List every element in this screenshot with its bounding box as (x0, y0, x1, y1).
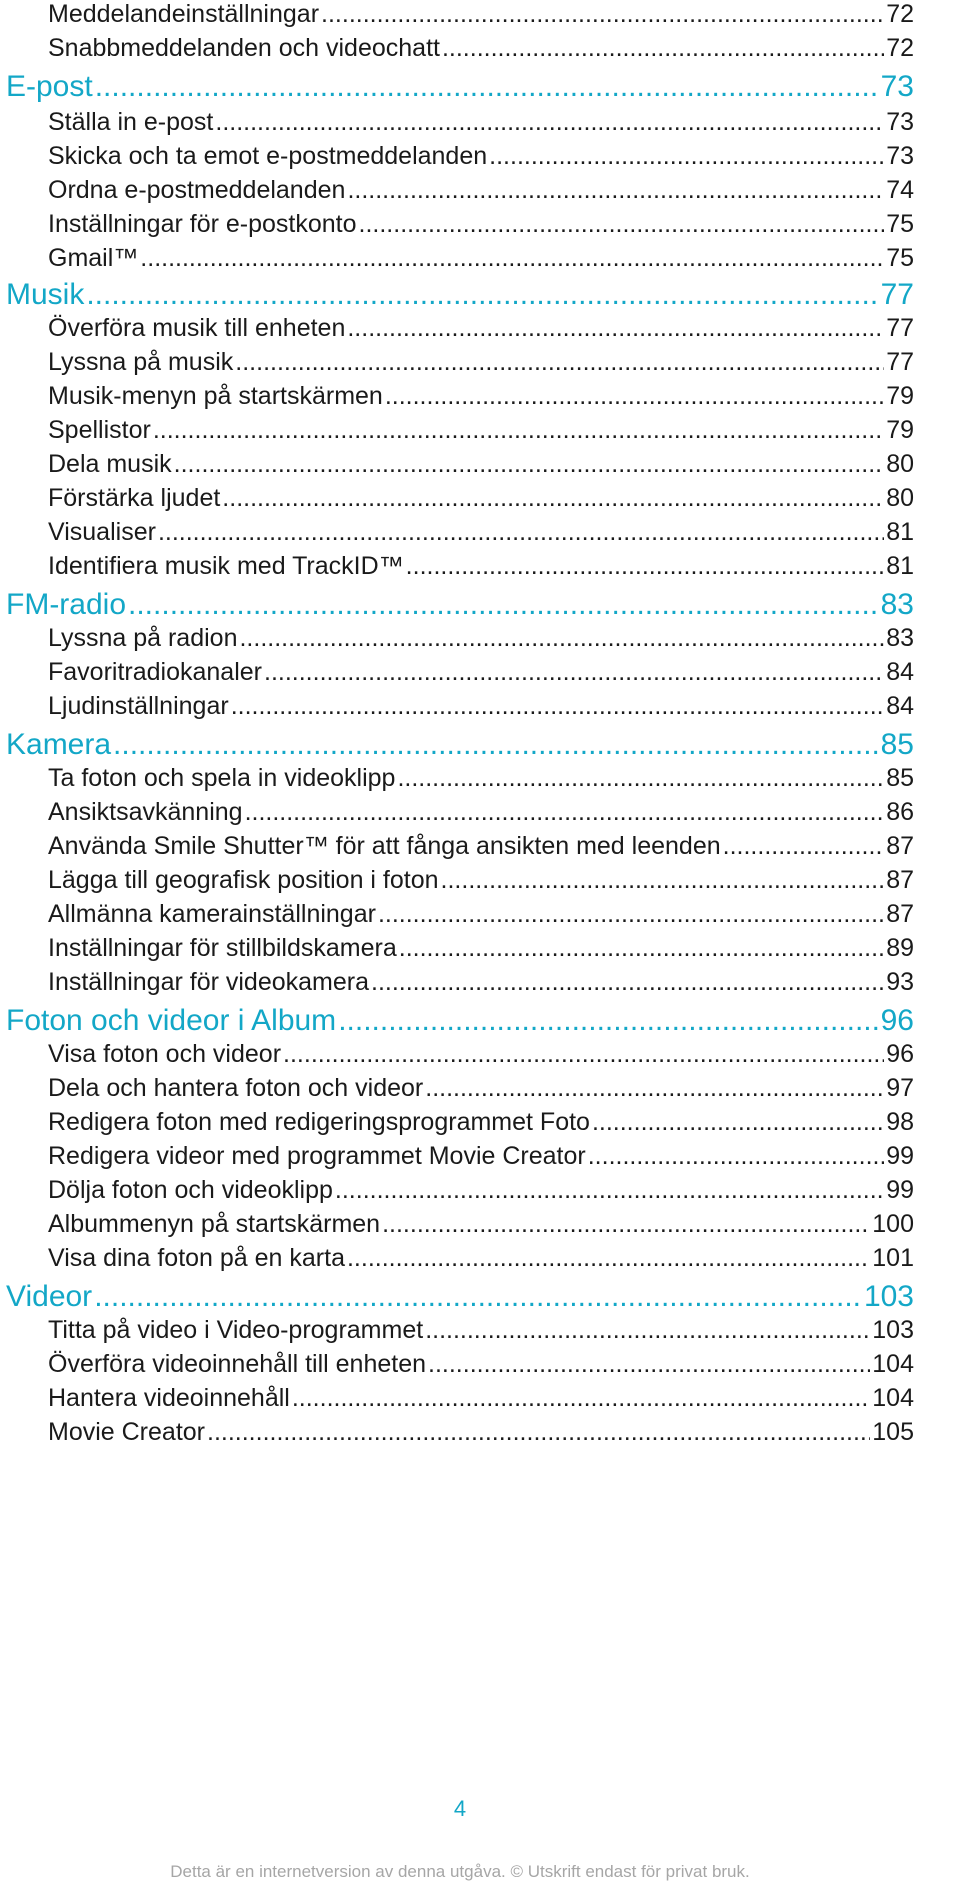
toc-entry-page: 72 (886, 0, 914, 28)
toc-entry-title: Redigera videor med programmet Movie Creator (48, 1142, 586, 1170)
toc-entry-title: Inställningar för stillbildskamera (48, 934, 397, 962)
toc-entry[interactable] (48, 866, 914, 902)
toc-entry[interactable] (48, 624, 914, 660)
dot-leader (215, 108, 884, 137)
toc-entry-title: Använda Smile Shutter™ för att fånga ansikten med leenden (48, 832, 721, 860)
dot-leader (441, 866, 885, 895)
dot-leader (442, 34, 884, 63)
dot-leader (245, 798, 885, 827)
toc-entry[interactable] (48, 518, 914, 554)
toc-entry-title: Hantera videoinnehåll (48, 1384, 290, 1412)
toc-entry-title: Skicka och ta emot e-postmeddelanden (48, 142, 488, 170)
dot-leader (207, 1418, 870, 1447)
page-number: 4 (453, 1796, 467, 1821)
toc-entry-page: 101 (872, 1244, 914, 1272)
toc-entry-title: Foton och videor i Album (6, 1004, 337, 1037)
toc-entry-title: Visualiser (48, 518, 156, 546)
toc-entry-page: 98 (886, 1108, 914, 1136)
toc-entry[interactable] (48, 692, 914, 728)
toc-entry-page: 73 (886, 108, 914, 136)
toc-entry[interactable] (48, 34, 914, 70)
toc-entry-page: 87 (886, 866, 914, 894)
toc-entry-title: Dölja foton och videoklipp (48, 1176, 333, 1204)
toc-entry-title: Inställningar för e-postkonto (48, 210, 357, 238)
toc-entry-title: Ta foton och spela in videoklipp (48, 764, 396, 792)
toc-entry-page: 103 (872, 1316, 914, 1344)
dot-leader (264, 658, 884, 687)
dot-leader (158, 518, 884, 547)
dot-leader (292, 1384, 870, 1413)
toc-entry-title: Ställa in e-post (48, 108, 214, 136)
toc-entry-title: Musik-menyn på startskärmen (48, 382, 383, 410)
toc-entry-page: 79 (886, 416, 914, 444)
toc-entry[interactable] (48, 1142, 914, 1178)
toc-entry-title: Titta på video i Video-programmet (48, 1316, 424, 1344)
dot-leader (378, 900, 884, 929)
dot-leader (231, 692, 885, 721)
dot-leader (347, 176, 884, 205)
dot-leader (382, 1210, 870, 1239)
dot-leader (428, 1350, 870, 1379)
toc-entry-page: 81 (886, 552, 914, 580)
toc-entry-page: 87 (886, 832, 914, 860)
toc-entry[interactable] (48, 1210, 914, 1246)
toc-entry[interactable] (48, 0, 914, 36)
dot-leader (321, 0, 884, 29)
toc-entry-title: Gmail™ (48, 244, 139, 272)
toc-entry-title: Musik (6, 278, 85, 311)
toc-entry[interactable] (48, 382, 914, 418)
toc-entry-page: 75 (886, 210, 914, 238)
dot-leader (399, 934, 884, 963)
toc-entry-page: 100 (872, 1210, 914, 1238)
footer-notice: Detta är en internetversion av denna utgåva. © Utskrift endast för privat bruk. (170, 1862, 750, 1881)
toc-entry-title: Favoritradiokanaler (48, 658, 262, 686)
toc-entry[interactable] (48, 1108, 914, 1144)
toc-entry-title: Kamera (6, 728, 112, 761)
toc-entry-page: 80 (886, 450, 914, 478)
toc-entry-title: Redigera foton med redigeringsprogrammet Foto (48, 1108, 590, 1136)
dot-leader (359, 210, 885, 239)
dot-leader (592, 1108, 884, 1137)
dot-leader (113, 728, 879, 762)
toc-entry[interactable] (48, 176, 914, 212)
toc-entry[interactable] (48, 832, 914, 868)
toc-section-entry[interactable] (6, 588, 914, 628)
toc-entry[interactable] (48, 934, 914, 970)
toc-section-entry[interactable] (6, 728, 914, 768)
toc-entry-page: 84 (886, 658, 914, 686)
toc-entry-title: Ordna e-postmeddelanden (48, 176, 346, 204)
toc-section-entry[interactable] (6, 1004, 914, 1044)
toc-entry[interactable] (48, 1350, 914, 1386)
toc-entry[interactable] (48, 900, 914, 936)
toc-entry-page: 85 (886, 764, 914, 792)
toc-section-entry[interactable] (6, 70, 914, 110)
toc-entry[interactable] (48, 210, 914, 246)
toc-entry-title: E-post (6, 70, 93, 103)
toc-entry-page: 99 (886, 1176, 914, 1204)
toc-entry-title: FM-radio (6, 588, 127, 621)
dot-leader (235, 348, 884, 377)
toc-entry-title: Ljudinställningar (48, 692, 229, 720)
toc-entry-page: 93 (886, 968, 914, 996)
toc-entry-title: Snabbmeddelanden och videochatt (48, 34, 440, 62)
dot-leader (222, 484, 884, 513)
toc-section-entry[interactable] (6, 278, 914, 318)
toc-entry-title: Spellistor (48, 416, 151, 444)
toc-entry-page: 73 (886, 142, 914, 170)
toc-entry-page: 96 (880, 1004, 914, 1037)
toc-entry-page: 83 (886, 624, 914, 652)
toc-entry-page: 85 (880, 728, 914, 761)
dot-leader (140, 244, 884, 273)
toc-entry[interactable] (48, 416, 914, 452)
toc-entry[interactable] (48, 450, 914, 486)
toc-entry[interactable] (48, 1384, 914, 1420)
dot-leader (588, 1142, 884, 1171)
toc-entry[interactable] (48, 1176, 914, 1212)
dot-leader (128, 588, 879, 622)
toc-entry-page: 73 (880, 70, 914, 103)
dot-leader (425, 1316, 870, 1345)
toc-entry[interactable] (48, 1418, 914, 1454)
dot-leader (347, 314, 884, 343)
toc-entry-page: 89 (886, 934, 914, 962)
toc-entry-page: 81 (886, 518, 914, 546)
toc-entry-title: Visa dina foton på en karta (48, 1244, 345, 1272)
toc-entry-title: Visa foton och videor (48, 1040, 282, 1068)
toc-entry-title: Inställningar för videokamera (48, 968, 369, 996)
toc-entry[interactable] (48, 244, 914, 280)
dot-leader (174, 450, 885, 479)
toc-entry[interactable] (48, 484, 914, 520)
toc-entry-page: 77 (886, 314, 914, 342)
dot-leader (406, 552, 885, 581)
toc-entry-title: Lyssna på musik (48, 348, 234, 376)
dot-leader (86, 278, 878, 312)
toc-entry-page: 79 (886, 382, 914, 410)
toc-entry-title: Albummenyn på startskärmen (48, 1210, 381, 1238)
toc-entry[interactable] (48, 314, 914, 350)
toc-entry[interactable] (48, 108, 914, 144)
toc-entry-title: Videor (6, 1280, 93, 1313)
dot-leader (347, 1244, 870, 1273)
toc-entry[interactable] (48, 968, 914, 1004)
toc-entry[interactable] (48, 142, 914, 178)
toc-entry-page: 77 (880, 278, 914, 311)
dot-leader (371, 968, 884, 997)
dot-leader (95, 70, 879, 104)
toc-entry[interactable] (48, 348, 914, 384)
toc-entry-title: Överföra musik till enheten (48, 314, 346, 342)
toc-entry[interactable] (48, 552, 914, 588)
toc-entry[interactable] (48, 764, 914, 800)
toc-entry-page: 75 (886, 244, 914, 272)
toc-entry-title: Förstärka ljudet (48, 484, 221, 512)
toc-entry-title: Dela och hantera foton och videor (48, 1074, 424, 1102)
dot-leader (489, 142, 884, 171)
toc-entry[interactable] (48, 658, 914, 694)
toc-entry-page: 103 (863, 1280, 914, 1313)
toc-entry-page: 84 (886, 692, 914, 720)
toc-entry[interactable] (48, 1316, 914, 1352)
dot-leader (153, 416, 884, 445)
toc-section-entry[interactable] (6, 1280, 914, 1320)
toc-entry-page: 80 (886, 484, 914, 512)
toc-entry-title: Allmänna kamerainställningar (48, 900, 376, 928)
toc-entry-page: 83 (880, 588, 914, 621)
dot-leader (338, 1004, 878, 1038)
toc-entry-page: 99 (886, 1142, 914, 1170)
toc-entry-title: Identifiera musik med TrackID™ (48, 552, 404, 580)
toc-entry-title: Lyssna på radion (48, 624, 238, 652)
dot-leader (335, 1176, 884, 1205)
toc-entry-page: 72 (886, 34, 914, 62)
toc-entry-title: Meddelandeinställningar (48, 0, 320, 28)
dot-leader (283, 1040, 884, 1069)
toc-entry-page: 86 (886, 798, 914, 826)
toc-entry-page: 74 (886, 176, 914, 204)
dot-leader (723, 832, 885, 861)
toc-entry-page: 105 (872, 1418, 914, 1446)
dot-leader (397, 764, 884, 793)
toc-entry-page: 104 (872, 1384, 914, 1412)
toc-entry-title: Överföra videoinnehåll till enheten (48, 1350, 427, 1378)
toc-entry[interactable] (48, 1074, 914, 1110)
dot-leader (94, 1280, 862, 1314)
toc-entry-page: 77 (886, 348, 914, 376)
toc-entry-title: Movie Creator (48, 1418, 205, 1446)
toc-entry-page: 96 (886, 1040, 914, 1068)
toc-entry-title: Lägga till geografisk position i foton (48, 866, 439, 894)
toc-entry-page: 104 (872, 1350, 914, 1378)
dot-leader (239, 624, 884, 653)
toc-entry-page: 87 (886, 900, 914, 928)
toc-entry-title: Ansiktsavkänning (48, 798, 243, 826)
dot-leader (385, 382, 884, 411)
toc-entry[interactable] (48, 798, 914, 834)
dot-leader (425, 1074, 884, 1103)
toc-entry[interactable] (48, 1040, 914, 1076)
toc-entry-page: 97 (886, 1074, 914, 1102)
toc-entry[interactable] (48, 1244, 914, 1280)
toc-entry-title: Dela musik (48, 450, 172, 478)
